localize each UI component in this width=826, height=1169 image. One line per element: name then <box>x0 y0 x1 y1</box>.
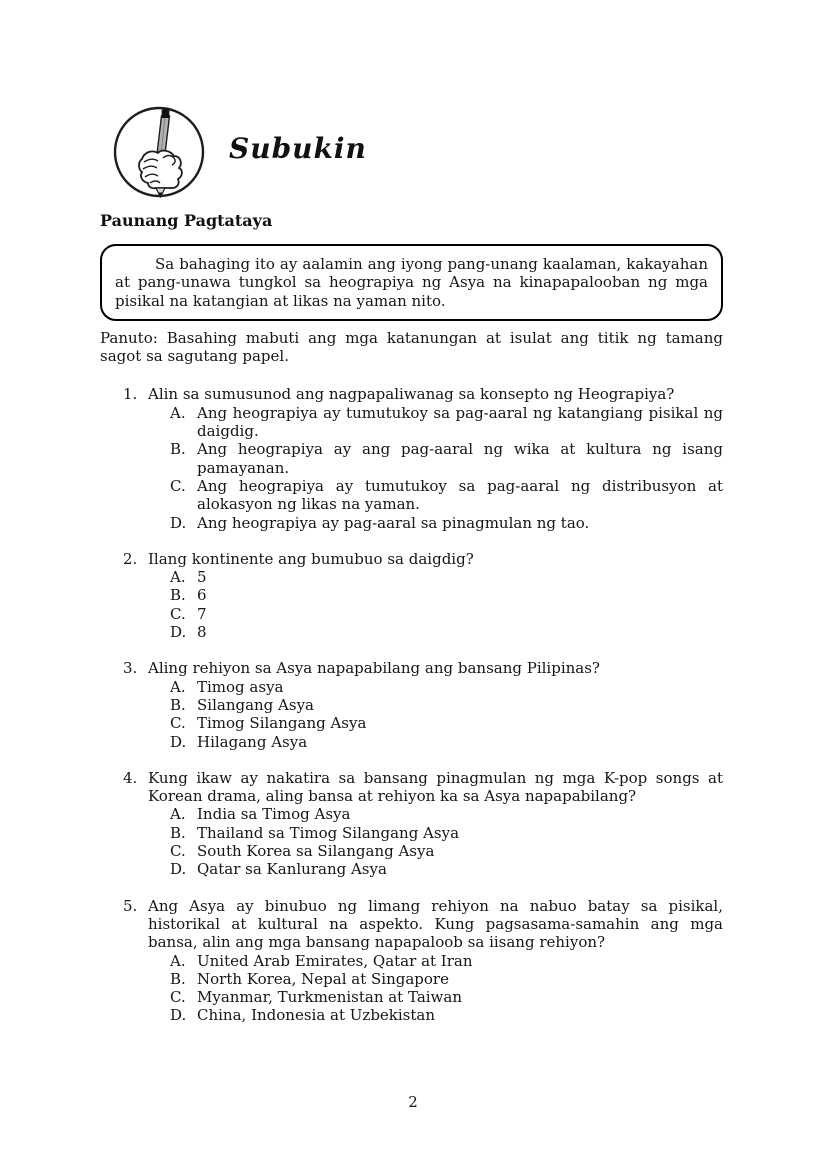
option-item <box>100 605 723 623</box>
option-item <box>100 860 723 878</box>
option-text: Ang heograpiya ay tumutukoy sa pag-aaral ng katangiang pisikal ng daigdig. <box>197 403 723 441</box>
option-text: 6 <box>197 586 207 605</box>
option-label: D. <box>170 513 187 532</box>
hand-pencil-icon <box>113 106 205 198</box>
option-text: United Arab Emirates, Qatar at Iran <box>197 951 473 970</box>
module-header <box>100 106 723 198</box>
option-label: A. <box>170 568 186 587</box>
option-item <box>100 586 723 604</box>
option-item <box>100 678 723 696</box>
option-text: Qatar sa Kanlurang Asya <box>197 860 387 879</box>
question-text: Ilang kontinente ang bumubuo sa daigdig? <box>148 549 474 568</box>
option-text: 8 <box>197 623 207 642</box>
question-item <box>100 897 723 1025</box>
question-row <box>100 385 723 403</box>
option-item <box>100 952 723 970</box>
question-number: 2. <box>123 549 138 568</box>
option-list <box>100 952 723 1025</box>
option-text: Silangang Asya <box>197 695 314 714</box>
question-list <box>100 385 723 1024</box>
option-list <box>100 678 723 751</box>
option-label: D. <box>170 623 187 642</box>
option-item <box>100 696 723 714</box>
question-item <box>100 769 723 879</box>
option-label: A. <box>170 951 186 970</box>
option-item <box>100 988 723 1006</box>
section-heading: Paunang Pagtataya <box>100 211 273 230</box>
option-label: C. <box>170 842 186 861</box>
instructions-text: Panuto: Basahing mabuti ang mga katanungan at isulat ang titik ng tamang sagot sa sagutang papel. <box>100 328 723 366</box>
intro-box <box>100 244 723 321</box>
option-label: D. <box>170 732 187 751</box>
option-text: South Korea sa Silangang Asya <box>197 842 435 861</box>
option-list <box>100 404 723 532</box>
question-row <box>100 769 723 806</box>
option-label: B. <box>170 440 186 459</box>
option-label: B. <box>170 586 186 605</box>
page-number: 2 <box>408 1093 418 1111</box>
option-list <box>100 805 723 878</box>
question-number: 5. <box>123 896 138 915</box>
option-text: India sa Timog Asya <box>197 805 351 824</box>
question-number: 1. <box>123 385 138 404</box>
question-row <box>100 659 723 677</box>
option-text: 7 <box>197 604 207 623</box>
option-item <box>100 824 723 842</box>
question-number: 3. <box>123 659 138 678</box>
option-label: C. <box>170 604 186 623</box>
option-text: Ang heograpiya ay tumutukoy sa pag-aaral ng distribusyon at alokasyon ng likas na yaman. <box>197 476 723 514</box>
page-content <box>0 106 826 1025</box>
option-label: D. <box>170 860 187 879</box>
module-title: Subukin <box>229 132 367 165</box>
option-label: D. <box>170 1006 187 1025</box>
option-item <box>100 568 723 586</box>
option-item <box>100 623 723 641</box>
question-row <box>100 550 723 568</box>
option-item <box>100 514 723 532</box>
option-text: Thailand sa Timog Silangang Asya <box>197 823 460 842</box>
option-item <box>100 805 723 823</box>
option-text: Ang heograpiya ay pag-aaral sa pinagmulan ng tao. <box>197 513 590 532</box>
option-text: Hilagang Asya <box>197 732 308 751</box>
option-label: A. <box>170 805 186 824</box>
option-label: A. <box>170 403 186 422</box>
option-text: Ang heograpiya ay ang pag-aaral ng wika at kultura ng isang pamayanan. <box>197 440 723 477</box>
question-item <box>100 385 723 531</box>
question-item <box>100 550 723 641</box>
option-item <box>100 970 723 988</box>
option-label: C. <box>170 988 186 1007</box>
question-number: 4. <box>123 768 138 787</box>
option-text: 5 <box>197 568 207 587</box>
question-text: Kung ikaw ay nakatira sa bansang pinagmulan ng mga K-pop songs at Korean drama, aling bansa at rehiyon ka sa Asya napapabilang? <box>148 768 723 806</box>
option-item <box>100 404 723 441</box>
option-list <box>100 568 723 641</box>
option-text: Myanmar, Turkmenistan at Taiwan <box>197 988 463 1007</box>
option-label: C. <box>170 714 186 733</box>
option-label: A. <box>170 677 186 696</box>
option-item <box>100 1006 723 1024</box>
option-label: B. <box>170 823 186 842</box>
option-item <box>100 477 723 514</box>
option-label: B. <box>170 695 186 714</box>
option-text: North Korea, Nepal at Singapore <box>197 969 449 988</box>
option-text: Timog Silangang Asya <box>197 714 367 733</box>
option-item <box>100 842 723 860</box>
option-label: B. <box>170 969 186 988</box>
option-item <box>100 733 723 751</box>
option-text: China, Indonesia at Uzbekistan <box>197 1006 436 1025</box>
question-item <box>100 659 723 750</box>
question-text: Ang Asya ay binubuo ng limang rehiyon na nabuo batay sa pisikal, historikal at kultural na aspekto. Kung pagsasama-samahin ang mga bansa, alin ang mga bansang napapaloob sa iisang rehiyon? <box>148 896 723 952</box>
option-label: C. <box>170 476 186 495</box>
option-item <box>100 440 723 477</box>
intro-text: Sa bahaging ito ay aalamin ang iyong pang-unang kaalaman, kakayahan at pang-unawa tungkol sa heograpiya ng Asya na kinapapalooban ng mga pisikal na katangian at likas na yaman nito. <box>115 255 708 310</box>
question-text: Aling rehiyon sa Asya napapabilang ang bansang Pilipinas? <box>148 659 600 678</box>
question-row <box>100 897 723 952</box>
question-text: Alin sa sumusunod ang nagpapaliwanag sa konsepto ng Heograpiya? <box>148 385 675 404</box>
option-item <box>100 714 723 732</box>
option-text: Timog asya <box>197 677 284 696</box>
